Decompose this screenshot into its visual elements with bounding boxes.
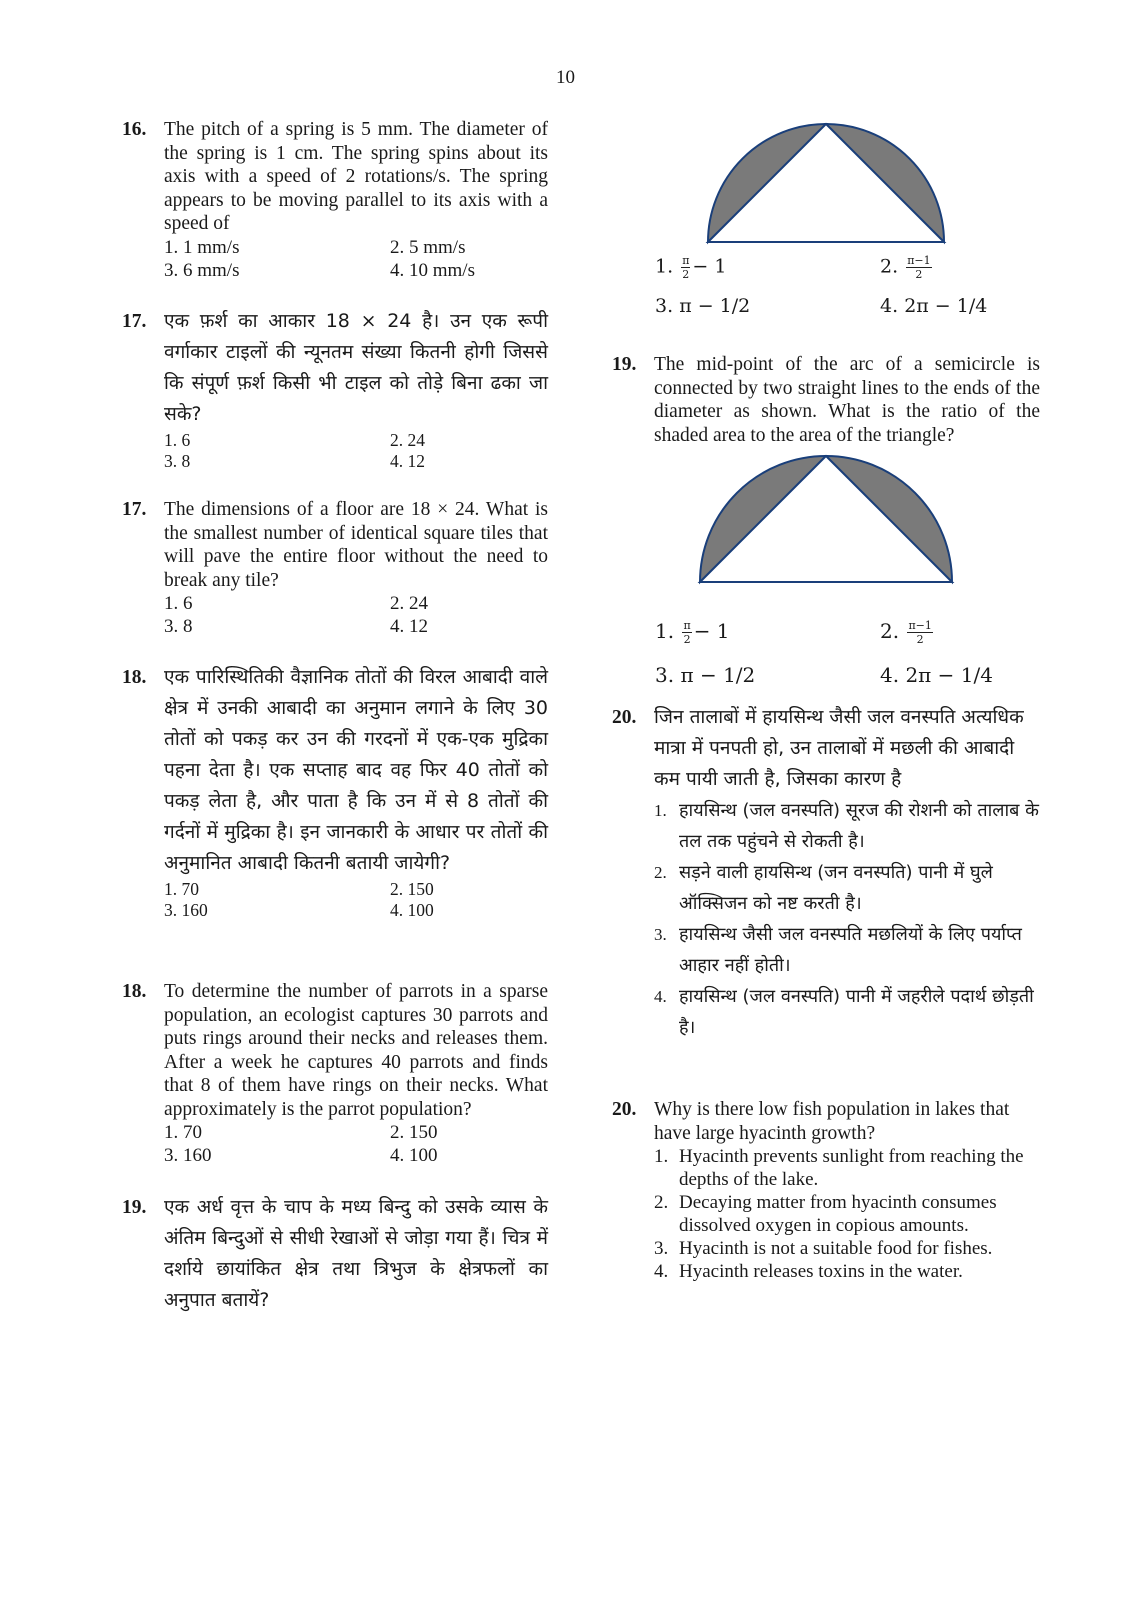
question-number: 17. bbox=[122, 499, 147, 520]
option-2[interactable]: 2. 150 bbox=[390, 879, 434, 899]
question-number: 17. bbox=[122, 311, 147, 332]
option-2[interactable]: 2. 5 mm/s bbox=[390, 236, 466, 258]
option-1[interactable]: 1. 6 bbox=[164, 430, 191, 450]
option-3[interactable]: 3. π − 1/2 bbox=[655, 295, 751, 317]
option-3[interactable]: 3. 160 bbox=[164, 900, 208, 920]
option-3[interactable]: 3. 6 mm/s bbox=[164, 259, 240, 281]
question-18-hindi bbox=[122, 662, 548, 921]
option-4[interactable]: 4. 12 bbox=[390, 616, 428, 637]
option-1[interactable]: 1. हायसिन्थ (जल वनस्पति) सूरज की रोशनी को तालाब के तल तक पहुंचने से रोकती है। bbox=[654, 800, 1039, 852]
question-text: The dimensions of a floor are 18 × 24. What is the smallest number of identical square tiles that will pave the entire floor without the need to break any tile? bbox=[164, 499, 548, 591]
q19-hindi-options bbox=[655, 254, 995, 324]
question-19-hindi bbox=[122, 1192, 548, 1316]
option-1[interactable]: 1. 6 bbox=[164, 593, 193, 614]
option-2[interactable]: 2. Decaying matter from hyacinth consumes dissolved oxygen in copious amounts. bbox=[654, 1192, 997, 1236]
question-17-hindi bbox=[122, 306, 548, 472]
option-3[interactable]: 3. π − 1/2 bbox=[655, 663, 756, 687]
question-number: 19. bbox=[122, 1197, 147, 1218]
option-2[interactable]: 2. $\frac{\pi-1}{2}$ bbox=[880, 619, 932, 646]
option-3[interactable]: 3. हायसिन्थ जैसी जल वनस्पति मछलियों के लिए पर्याप्त आहार नहीं होती। bbox=[654, 924, 1022, 976]
option-2[interactable]: 2. $\frac{\pi-1}{2}$ bbox=[880, 254, 931, 281]
option-4[interactable]: 4. 12 bbox=[390, 451, 425, 471]
question-text: एक अर्ध वृत्त के चाप के मध्य बिन्दु को उसके व्यास के अंतिम बिन्दुओं से सीधी रेखाओं से जोड़ा गया हैं। चित्र में दर्शाये छायांकित क्षेत्र तथा त्रिभुज के क्षेत्रफलों का अनुपात बतायें? bbox=[164, 1196, 548, 1311]
question-number: 18. bbox=[122, 667, 147, 688]
option-4[interactable]: 4. Hyacinth releases toxins in the water. bbox=[654, 1261, 963, 1282]
q19-english-options bbox=[655, 619, 1015, 689]
question-text: The mid-point of the arc of a semicircle is connected by two straight lines to the ends of the diameter as shown. What is the ratio of the shaded area to the area of the triangle? bbox=[654, 354, 1040, 446]
question-20-hindi bbox=[612, 702, 1040, 1043]
option-1[interactable]: 1. $\frac{\pi}{2}$ − 1 bbox=[655, 619, 730, 646]
question-text: एक पारिस्थितिकी वैज्ञानिक तोतों की विरल आबादी वाले क्षेत्र में उनकी आबादी का अनुमान लगाने के लिए 30 तोतों को पकड़ कर उन की गरदनों में एक-एक मुद्रिका पहना देता है। एक सप्ताह बाद वह फिर 40 तोतों को पकड़ लेता है, और पाता है कि उन में से 8 तोतों की गर्दनों में मुद्रिका है। इन जानकारी के आधार पर तोतों की अनुमानित आबादी कितनी बतायी जायेगी? bbox=[164, 666, 548, 874]
fraction: $\frac{\pi-1}{2}$ bbox=[908, 619, 932, 646]
question-text: जिन तालाबों में हायसिन्थ जैसी जल वनस्पति अत्यधिक मात्रा में पनपती हो, उन तालाबों में मछली की आबादी कम पायी जाती है, जिसका कारण है bbox=[654, 706, 1024, 790]
option-4[interactable]: 4. हायसिन्थ (जल वनस्पति) पानी में जहरीले पदार्थ छोड़ती है। bbox=[654, 986, 1034, 1038]
option-1[interactable]: 1. 70 bbox=[164, 879, 199, 899]
option-list bbox=[164, 430, 548, 472]
question-16 bbox=[122, 118, 548, 282]
question-19-english bbox=[612, 353, 1040, 447]
option-4[interactable]: 4. 2π − 1/4 bbox=[880, 295, 988, 317]
question-number: 20. bbox=[612, 1099, 637, 1120]
option-list bbox=[654, 795, 1040, 1043]
option-1[interactable]: 1. $\frac{\pi}{2}$ − 1 bbox=[655, 254, 727, 281]
question-18-english bbox=[122, 980, 548, 1167]
option-2[interactable]: 2. 150 bbox=[390, 1122, 438, 1143]
option-4[interactable]: 4. 2π − 1/4 bbox=[880, 663, 993, 687]
option-3[interactable]: 3. 8 bbox=[164, 616, 193, 637]
question-number: 16. bbox=[122, 119, 147, 140]
fraction: $\frac{\pi}{2}$ bbox=[682, 254, 690, 281]
option-2[interactable]: 2. सड़ने वाली हायसिन्थ (जन वनस्पति) पानी में घुले ऑक्सिजन को नष्ट करती है। bbox=[654, 862, 993, 914]
option-1[interactable]: 1. Hyacinth prevents sunlight from reaching the depths of the lake. bbox=[654, 1146, 1024, 1190]
option-list bbox=[164, 1121, 548, 1167]
option-list bbox=[164, 592, 548, 638]
question-text: Why is there low fish population in lakes that have large hyacinth growth? bbox=[654, 1099, 1010, 1144]
question-20-english bbox=[612, 1098, 1040, 1283]
option-4[interactable]: 4. 100 bbox=[390, 1145, 438, 1166]
option-2[interactable]: 2. 24 bbox=[390, 430, 425, 450]
option-1[interactable]: 1. 1 mm/s bbox=[164, 236, 240, 258]
option-list bbox=[164, 236, 548, 282]
question-text: The pitch of a spring is 5 mm. The diameter of the spring is 1 cm. The spring spins about its axis with a speed of 2 rotations/s. The spring appears to be moving parallel to its axis with a speed of bbox=[164, 119, 548, 234]
option-3[interactable]: 3. 8 bbox=[164, 451, 191, 471]
question-17-english bbox=[122, 498, 548, 638]
option-list bbox=[164, 879, 548, 921]
option-4[interactable]: 4. 10 mm/s bbox=[390, 259, 475, 281]
question-number: 18. bbox=[122, 981, 147, 1002]
semicircle-figure-english bbox=[694, 452, 958, 588]
option-4[interactable]: 4. 100 bbox=[390, 900, 434, 920]
option-2[interactable]: 2. 24 bbox=[390, 593, 428, 614]
fraction: $\frac{\pi-1}{2}$ bbox=[907, 254, 931, 281]
question-text: To determine the number of parrots in a sparse population, an ecologist captures 30 parrots and puts rings around their necks and releases them. After a week he captures 40 parrots and finds that 8 of them have rings on their necks. What approximately is the parrot population? bbox=[164, 981, 548, 1120]
question-text: एक फ़र्श का आकार 18 × 24 है। उन एक रूपी वर्गाकार टाइलों की न्यूनतम संख्या कितनी होगी जिससे कि संपूर्ण फ़र्श किसी भी टाइल को तोड़े बिना ढका जा सके? bbox=[164, 310, 548, 425]
fraction: $\frac{\pi}{2}$ bbox=[683, 619, 691, 646]
option-3[interactable]: 3. 160 bbox=[164, 1145, 212, 1166]
option-3[interactable]: 3. Hyacinth is not a suitable food for fishes. bbox=[654, 1238, 993, 1259]
page-number: 10 bbox=[556, 67, 575, 88]
semicircle-figure-hindi bbox=[700, 118, 952, 250]
question-number: 19. bbox=[612, 354, 637, 375]
question-number: 20. bbox=[612, 707, 637, 728]
option-1[interactable]: 1. 70 bbox=[164, 1122, 202, 1143]
option-list bbox=[654, 1145, 1040, 1283]
